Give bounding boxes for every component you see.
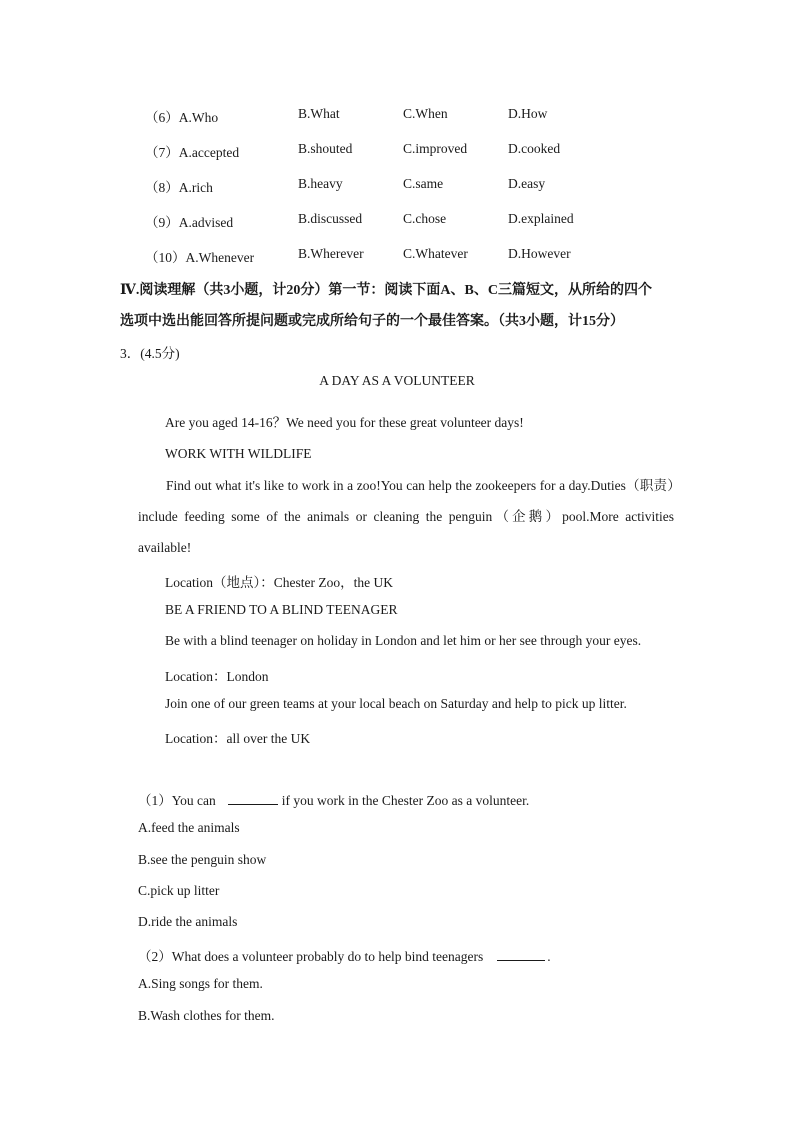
option-a[interactable]: （6）A.Who bbox=[145, 110, 219, 125]
heading-blind-teenager: BE A FRIEND TO A BLIND TEENAGER bbox=[165, 602, 398, 617]
answer-blank[interactable] bbox=[228, 792, 278, 805]
location-zoo: Location（地点）：Chester Zoo，the UK bbox=[165, 575, 393, 590]
option-b[interactable]: B.What bbox=[298, 106, 340, 121]
paragraph-wildlife: Find out what it's like to work in a zoo!You can help the zookeepers for a day.Duties（职责）include feeding some of the animals or cleaning the penguin（企鹅）pool.More activities available! bbox=[138, 478, 674, 555]
option-c[interactable]: C.improved bbox=[403, 141, 468, 156]
heading-wildlife: WORK WITH WILDLIFE bbox=[165, 446, 312, 461]
option-row-8 bbox=[0, 176, 794, 196]
option-b[interactable]: B.shouted bbox=[298, 141, 353, 156]
q1-option-d[interactable]: D.ride the animals bbox=[138, 914, 238, 929]
question-1-stem-end: if you work in the Chester Zoo as a volunteer. bbox=[281, 793, 530, 808]
q1-option-b[interactable]: B.see the penguin show bbox=[138, 852, 267, 867]
option-row-9 bbox=[0, 211, 794, 231]
q2-option-a[interactable]: A.Sing songs for them. bbox=[138, 976, 263, 991]
section-heading-line2: 选项中选出能回答所提问题或完成所给句子的一个最佳答案。（共3小题，计15分） bbox=[120, 314, 624, 329]
location-london: Location：London bbox=[165, 669, 269, 684]
option-a[interactable]: （9）A.advised bbox=[145, 215, 234, 230]
section-heading-line1: Ⅳ.阅读理解（共3小题，计20分）第一节：阅读下面A、B、C三篇短文，从所给的四个 bbox=[120, 283, 652, 298]
option-a[interactable]: （8）A.rich bbox=[145, 180, 213, 195]
option-c[interactable]: C.When bbox=[403, 106, 448, 121]
option-d[interactable]: D.explained bbox=[508, 211, 574, 226]
location-uk: Location：all over the UK bbox=[165, 731, 311, 746]
option-c[interactable]: C.same bbox=[403, 176, 444, 191]
question-1-stem: （1）You can bbox=[138, 793, 216, 808]
option-c[interactable]: C.Whatever bbox=[403, 246, 468, 261]
option-row-7 bbox=[0, 141, 794, 161]
option-b[interactable]: B.discussed bbox=[298, 211, 363, 226]
option-row-6 bbox=[0, 106, 794, 126]
passage-title: A DAY AS A VOLUNTEER bbox=[319, 373, 475, 388]
q1-option-a[interactable]: A.feed the animals bbox=[138, 820, 240, 835]
option-row-10 bbox=[0, 246, 794, 266]
option-a[interactable]: （7）A.accepted bbox=[145, 145, 240, 160]
question-2-stem-end: . bbox=[547, 949, 551, 964]
option-b[interactable]: B.heavy bbox=[298, 176, 343, 191]
question-number: 3．(4.5分) bbox=[120, 346, 180, 361]
passage-intro: Are you aged 14-16？We need you for these great volunteer days! bbox=[165, 415, 524, 430]
option-d[interactable]: D.easy bbox=[508, 176, 546, 191]
option-d[interactable]: D.However bbox=[508, 246, 571, 261]
paragraph-green-teams: Join one of our green teams at your local beach on Saturday and help to pick up litter. bbox=[165, 696, 627, 711]
option-d[interactable]: D.How bbox=[508, 106, 548, 121]
option-a[interactable]: （10）A.Whenever bbox=[145, 250, 255, 265]
option-c[interactable]: C.chose bbox=[403, 211, 447, 226]
option-b[interactable]: B.Wherever bbox=[298, 246, 364, 261]
q1-option-c[interactable]: C.pick up litter bbox=[138, 883, 220, 898]
option-d[interactable]: D.cooked bbox=[508, 141, 561, 156]
paragraph-blind-teenager: Be with a blind teenager on holiday in London and let him or her see through your eyes. bbox=[165, 633, 642, 648]
q2-option-b[interactable]: B.Wash clothes for them. bbox=[138, 1008, 275, 1023]
answer-blank[interactable] bbox=[497, 948, 545, 961]
question-2 bbox=[138, 945, 551, 965]
question-1 bbox=[138, 789, 529, 809]
question-2-stem: （2）What does a volunteer probably do to help bind teenagers bbox=[138, 949, 484, 964]
